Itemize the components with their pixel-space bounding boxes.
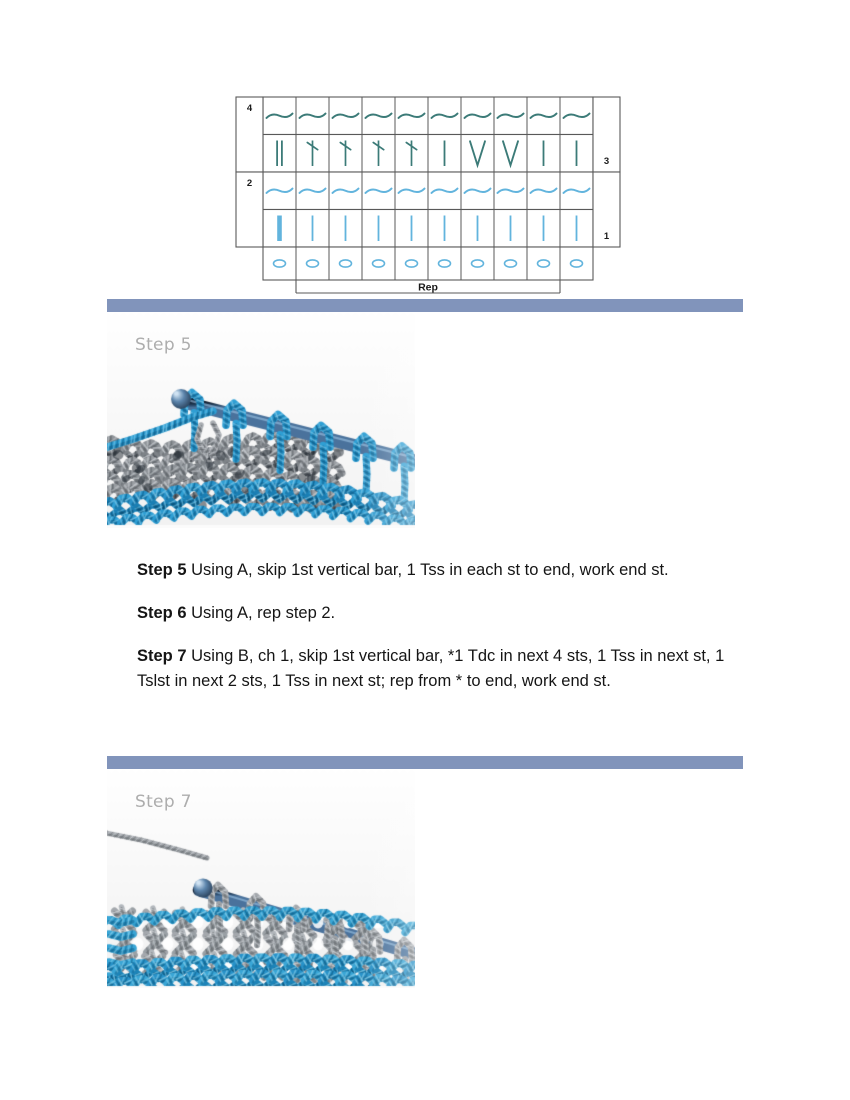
chart-row-label-left: 2: [246, 178, 253, 189]
step-7-label: Step 7: [137, 647, 187, 666]
step-5-paragraph: [137, 558, 745, 583]
step-7-photo-caption: Step 7: [135, 792, 192, 812]
step-6-label: Step 6: [137, 604, 187, 623]
stitch-chart-svg: [236, 95, 616, 294]
chart-row-label-left: 4: [246, 103, 253, 114]
chart-row-label-right: 1: [603, 231, 610, 242]
step-5-text: Using A, skip 1st vertical bar, 1 Tss in each st to end, work end st.: [186, 561, 669, 579]
section-divider-bar-bottom: [107, 756, 743, 769]
step-5-label: Step 5: [137, 561, 187, 579]
steps-instructions: [137, 558, 745, 694]
section-divider-bar-top: [107, 299, 743, 312]
step-5-photo-caption: Step 5: [135, 335, 192, 355]
stitch-chart: [236, 95, 616, 294]
step-6-paragraph: [137, 601, 745, 626]
chart-rep-label: Rep: [418, 281, 438, 294]
step-6-text: Using A, rep step 2.: [186, 604, 336, 623]
step-5-photo: [107, 313, 415, 528]
step-7-paragraph: [137, 644, 745, 694]
step-7-photo: [107, 770, 415, 988]
step-7-text: Using B, ch 1, skip 1st vertical bar, *1 Tdc in next 4 sts, 1 Tss in next st, 1 Tslst in next 2 sts, 1 Tss in next st; rep from * to end, work end st.: [137, 647, 725, 691]
chart-row-label-right: 3: [603, 156, 610, 167]
